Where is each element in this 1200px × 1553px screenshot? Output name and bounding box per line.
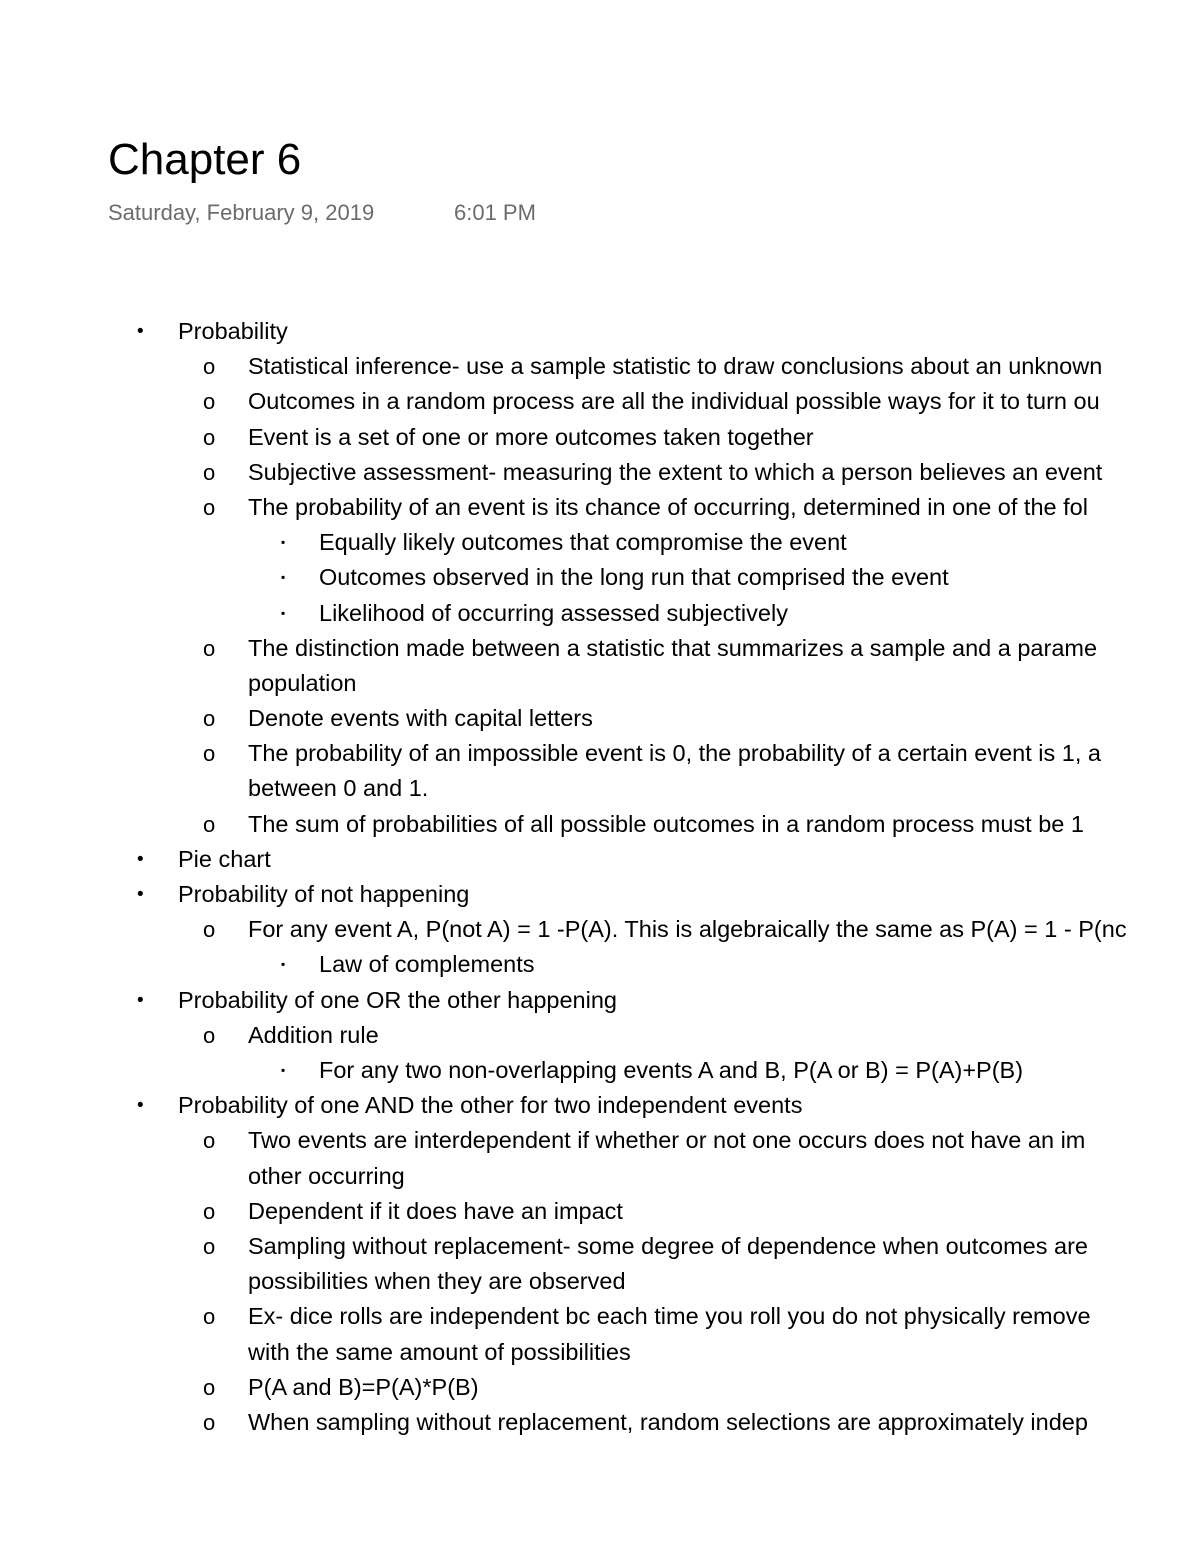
bullet-circle-icon: o bbox=[203, 741, 216, 767]
outline-item-text: possibilities when they are observed bbox=[248, 1268, 626, 1295]
outline-item-text: Event is a set of one or more outcomes taken together bbox=[248, 423, 814, 450]
outline-item-text: When sampling without replacement, random selections are approximately indep bbox=[248, 1408, 1088, 1435]
bullet-circle-icon: o bbox=[203, 1233, 216, 1259]
bullet-dot-icon: • bbox=[137, 321, 144, 342]
bullet-circle-icon: o bbox=[203, 459, 216, 485]
outline-item-level-1 bbox=[0, 314, 1200, 349]
outline-item-level-3 bbox=[0, 596, 1200, 631]
bullet-circle-icon: o bbox=[203, 706, 216, 732]
outline-item-level-2 bbox=[0, 1370, 1200, 1405]
outline-item-level-2 bbox=[0, 631, 1200, 701]
outline-item-text: Probability bbox=[178, 318, 288, 344]
outline-item-level-2 bbox=[0, 349, 1200, 384]
outline-item-text: Two events are interdependent if whether or not one occurs does not have an im bbox=[248, 1127, 1086, 1154]
outline-item-text: For any event A, P(not A) = 1 -P(A). This is algebraically the same as P(A) = 1 - P(nc bbox=[248, 916, 1127, 943]
outline-item-level-2 bbox=[0, 807, 1200, 842]
outline-item-level-2 bbox=[0, 490, 1200, 525]
outline-item-text: Denote events with capital letters bbox=[248, 705, 593, 732]
outline-item-text: Equally likely outcomes that compromise the event bbox=[319, 529, 847, 556]
bullet-square-icon: ▪ bbox=[281, 1062, 286, 1077]
bullet-circle-icon: o bbox=[203, 1374, 216, 1400]
outline-item-level-1 bbox=[0, 842, 1200, 877]
bullet-circle-icon: o bbox=[203, 1409, 216, 1435]
outline-item-level-2 bbox=[0, 384, 1200, 419]
outline-item-text: Probability of one AND the other for two independent events bbox=[178, 1092, 803, 1119]
outline-item-text: The probability of an impossible event is 0, the probability of a certain event is 1, a bbox=[248, 740, 1101, 767]
bullet-square-icon: ▪ bbox=[281, 535, 286, 550]
bullet-square-icon: ▪ bbox=[281, 957, 286, 972]
outline-item-level-2 bbox=[0, 1299, 1200, 1369]
bullet-circle-icon: o bbox=[203, 389, 216, 415]
bullet-circle-icon: o bbox=[203, 1198, 216, 1224]
bullet-dot-icon: • bbox=[137, 1095, 144, 1117]
outline-item-text: Statistical inference- use a sample statistic to draw conclusions about an unknown bbox=[248, 353, 1103, 380]
outline-item-text: Law of complements bbox=[319, 951, 535, 978]
outline-item-level-3 bbox=[0, 560, 1200, 595]
outline-item-text: The probability of an event is its chance of occurring, determined in one of the fol bbox=[248, 493, 1088, 520]
outline-item-level-3 bbox=[0, 525, 1200, 560]
bullet-dot-icon: • bbox=[137, 884, 144, 906]
page-date: Saturday, February 9, 2019 bbox=[108, 200, 375, 225]
outline-item-level-2 bbox=[0, 912, 1200, 947]
outline-item-text: P(A and B)=P(A)*P(B) bbox=[248, 1373, 479, 1400]
bullet-circle-icon: o bbox=[203, 1128, 216, 1154]
outline-item-level-2 bbox=[0, 1123, 1200, 1193]
outline-item-level-1 bbox=[0, 877, 1200, 912]
outline-item-level-2 bbox=[0, 1018, 1200, 1053]
bullet-dot-icon: • bbox=[137, 848, 144, 870]
bullet-circle-icon: o bbox=[203, 494, 216, 520]
outline-item-level-1 bbox=[0, 1088, 1200, 1123]
outline-item-text: Pie chart bbox=[178, 845, 271, 872]
bullet-circle-icon: o bbox=[203, 635, 216, 661]
outline-item-text: The distinction made between a statistic that summarizes a sample and a parame bbox=[248, 634, 1098, 661]
outline-item-text: Dependent if it does have an impact bbox=[248, 1197, 623, 1224]
outline-item-level-2 bbox=[0, 455, 1200, 490]
bullet-circle-icon: o bbox=[203, 811, 216, 837]
outline-item-level-2 bbox=[0, 701, 1200, 736]
outline-item-text: Outcomes in a random process are all the individual possible ways for it to turn ou bbox=[248, 388, 1100, 415]
outline-item-level-3 bbox=[0, 1053, 1200, 1088]
outline-item-text: Subjective assessment- measuring the extent to which a person believes an event bbox=[248, 458, 1103, 485]
outline-item-text: Probability of not happening bbox=[178, 881, 470, 908]
outline-item-text: Probability of one OR the other happening bbox=[178, 986, 617, 1013]
outline-item-text: Ex- dice rolls are independent bc each time you roll you do not physically remove bbox=[248, 1303, 1091, 1330]
page-title: Chapter 6 bbox=[108, 135, 302, 184]
outline-item-text: other occurring bbox=[248, 1162, 405, 1189]
outline-item-text: The sum of probabilities of all possible outcomes in a random process must be 1 bbox=[248, 810, 1084, 837]
bullet-circle-icon: o bbox=[203, 1022, 216, 1048]
bullet-circle-icon: o bbox=[203, 917, 216, 943]
outline-item-level-2 bbox=[0, 1194, 1200, 1229]
outline-item-text: population bbox=[248, 669, 357, 696]
outline-item-level-2 bbox=[0, 420, 1200, 455]
outline-item-text: Sampling without replacement- some degree of dependence when outcomes are bbox=[248, 1232, 1088, 1259]
outline-item-level-3 bbox=[0, 947, 1200, 982]
outline-item-level-2 bbox=[0, 1405, 1200, 1438]
outline-item-text: between 0 and 1. bbox=[248, 775, 429, 802]
bullet-square-icon: ▪ bbox=[281, 570, 286, 585]
outline-item-level-2 bbox=[0, 1229, 1200, 1299]
outline-item-level-2 bbox=[0, 736, 1200, 806]
outline-item-text: Likelihood of occurring assessed subjectively bbox=[319, 599, 788, 626]
outline-item-text: Addition rule bbox=[248, 1021, 379, 1048]
outline-item-text: For any two non-overlapping events A and B, P(A or B) = P(A)+P(B) bbox=[319, 1056, 1024, 1083]
outline-item-text: with the same amount of possibilities bbox=[248, 1338, 631, 1365]
bullet-circle-icon: o bbox=[203, 424, 216, 450]
page-time: 6:01 PM bbox=[454, 200, 536, 225]
bullet-dot-icon: • bbox=[137, 989, 144, 1011]
outline-item-text: Outcomes observed in the long run that comprised the event bbox=[319, 564, 949, 591]
outline-item-level-1 bbox=[0, 983, 1200, 1018]
notes-outline bbox=[0, 314, 1200, 1438]
bullet-square-icon: ▪ bbox=[281, 605, 286, 620]
bullet-circle-icon: o bbox=[203, 1304, 216, 1330]
bullet-circle-icon: o bbox=[203, 354, 216, 380]
